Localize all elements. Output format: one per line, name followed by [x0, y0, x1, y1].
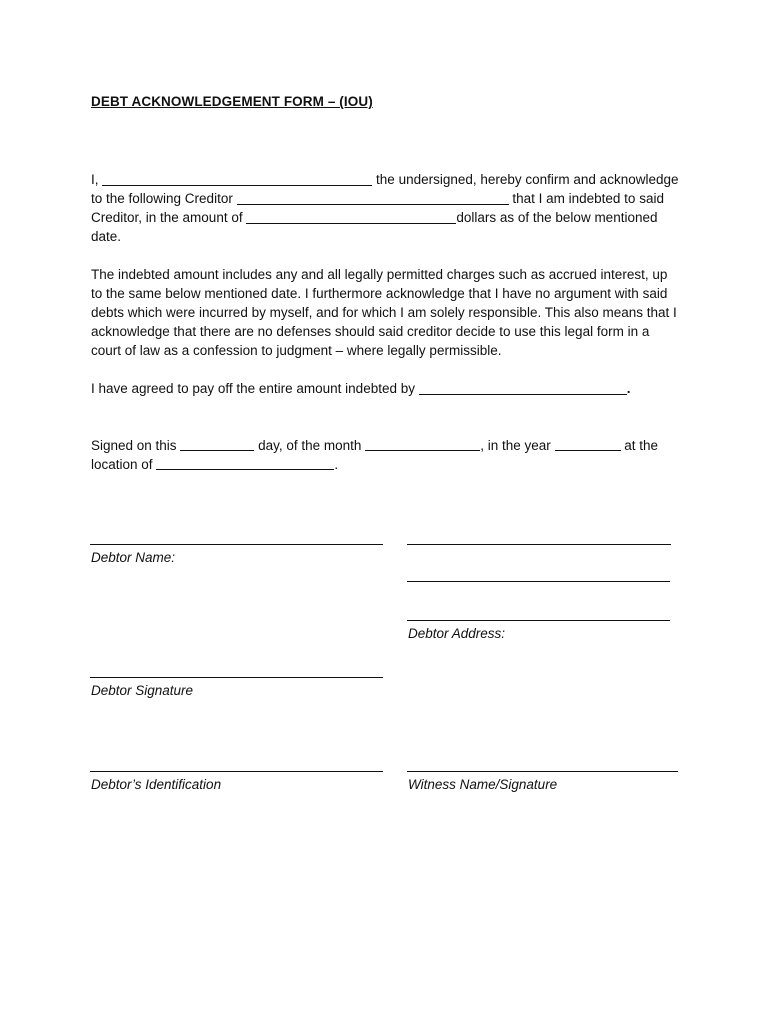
debtor-address-label: Debtor Address: [408, 626, 506, 641]
amount-blank[interactable] [246, 210, 456, 224]
debtor-identification-line[interactable] [90, 771, 383, 772]
debtor-signature-label: Debtor Signature [91, 683, 194, 698]
debtor-name-line[interactable] [90, 544, 383, 545]
debtor-signature-line[interactable] [90, 677, 383, 678]
debtor-name-label: Debtor Name: [91, 550, 176, 565]
debtor-address-line-3[interactable] [407, 620, 670, 621]
witness-line[interactable] [407, 771, 678, 772]
debtor-address-line-1[interactable] [407, 544, 671, 545]
signed-month-blank[interactable] [365, 438, 480, 451]
form-title: DEBT ACKNOWLEDGEMENT FORM – (IOU) [91, 94, 373, 109]
witness-label: Witness Name/Signature [408, 777, 558, 792]
acknowledgement-paragraph: I, the undersigned, hereby confirm and acknowledge to the following Creditor that I am indebted to said Creditor, in the amount of dollars as of the below mentioned date. [91, 172, 679, 244]
payoff-date-blank[interactable] [419, 381, 627, 395]
signed-day-blank[interactable] [180, 438, 254, 451]
signed-location-blank[interactable] [156, 457, 334, 470]
debtor-identification-label: Debtor’s Identification [91, 777, 222, 792]
signed-paragraph: Signed on this day, of the month , in the year at the location of . [91, 438, 659, 472]
debtor-address-line-2[interactable] [407, 581, 670, 582]
debtor-name-blank[interactable] [102, 172, 372, 186]
creditor-name-blank[interactable] [237, 191, 509, 205]
indebted-amount-paragraph: The indebted amount includes any and all legally permitted charges such as accrued interest, up to the same below mentioned date. I furthermore acknowledge that I have no argument with said debts which were incurred by myself, and for which I am solely responsible. This also means that I acknowledge that there are no defenses should said creditor decide to use this legal form in a court of law as a confession to judgment – where legally permissible. [91, 267, 677, 358]
payoff-paragraph: I have agreed to pay off the entire amount indebted by . [91, 381, 631, 396]
signed-year-blank[interactable] [555, 438, 621, 451]
